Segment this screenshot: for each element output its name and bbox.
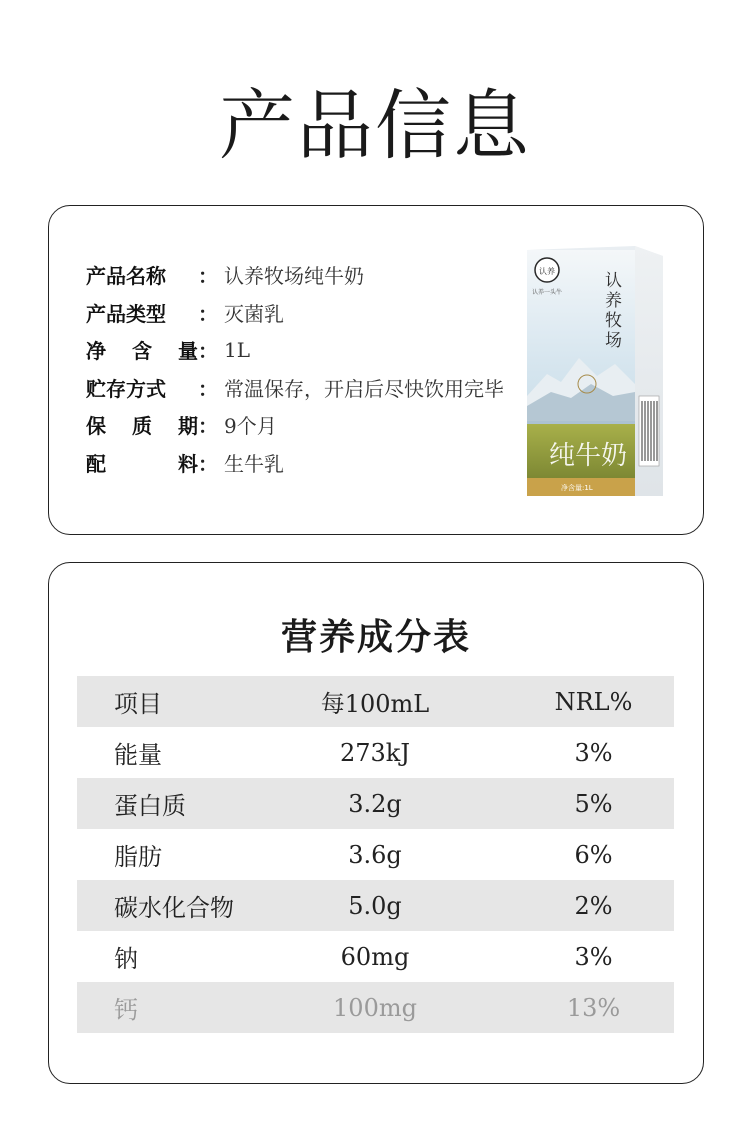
- table-row: [77, 778, 674, 829]
- header-item: 项目: [114, 690, 162, 718]
- info-label: 净 含 量: [86, 339, 198, 364]
- info-row-storage: [86, 369, 504, 407]
- info-label: 产品名称: [86, 264, 166, 289]
- nutrition-table: [77, 676, 674, 1033]
- header-nrl: NRL%: [554, 687, 633, 716]
- info-label: 配 料: [86, 451, 198, 476]
- info-value: 认养牧场纯牛奶: [224, 264, 364, 289]
- nutrient-name: 脂肪: [114, 843, 162, 871]
- info-row-ingredients: [86, 444, 504, 482]
- nutrient-amount: 100mg: [333, 993, 417, 1022]
- info-row-name: [86, 256, 504, 294]
- table-row: [77, 727, 674, 778]
- info-label: 保 质 期: [86, 414, 198, 439]
- table-row: [77, 931, 674, 982]
- nutrient-name: 钙: [114, 996, 138, 1024]
- info-row-shelf-life: [86, 406, 504, 444]
- table-row: [77, 982, 674, 1033]
- nutrient-nrl: 2%: [574, 891, 613, 920]
- nutrient-name: 碳水化合物: [114, 894, 234, 922]
- nutrient-amount: 273kJ: [340, 738, 410, 767]
- info-colon: ：: [198, 451, 218, 476]
- nutrient-nrl: 5%: [574, 789, 613, 818]
- milk-carton-image: [527, 246, 663, 496]
- nutrient-name: 钠: [114, 945, 138, 973]
- info-value: 常温保存，开启后尽快饮用完毕: [224, 376, 504, 401]
- product-info-card: [48, 205, 704, 535]
- nutrient-name: 能量: [114, 741, 162, 769]
- info-row-type: [86, 294, 504, 332]
- nutrient-amount: 60mg: [340, 942, 410, 971]
- nutrition-card: [48, 562, 704, 1084]
- product-info-list: [86, 256, 504, 481]
- info-colon: ：: [198, 414, 218, 439]
- nutrition-header-row: [77, 676, 674, 727]
- info-colon: ：: [198, 339, 218, 364]
- info-value: 生牛乳: [224, 451, 284, 476]
- info-label: 产品类型: [86, 301, 166, 326]
- nutrient-amount: 3.6g: [348, 840, 402, 869]
- nutrient-nrl: 3%: [574, 738, 613, 767]
- table-row: [77, 880, 674, 931]
- carton-brand-vertical: 认 养 牧 场: [605, 271, 622, 351]
- nutrient-amount: 3.2g: [348, 789, 402, 818]
- nutrient-name: 蛋白质: [114, 792, 186, 820]
- brand-small-text: 认养一头牛: [531, 289, 563, 296]
- info-value: 灭菌乳: [224, 301, 284, 326]
- carton-net-content: 净含量:1L: [561, 484, 593, 492]
- logo-text: 认养: [539, 267, 555, 276]
- nutrient-nrl: 13%: [566, 993, 621, 1022]
- nutrition-title: 营养成分表: [280, 617, 471, 658]
- info-row-net-content: [86, 331, 504, 369]
- nutrient-amount: 5.0g: [348, 891, 402, 920]
- page-title: 产品信息: [219, 81, 531, 170]
- carton-product-name: 纯牛奶: [549, 441, 628, 471]
- table-row: [77, 829, 674, 880]
- info-value: 1L: [224, 337, 251, 362]
- nutrient-nrl: 3%: [574, 942, 613, 971]
- info-value: 9个月: [224, 414, 277, 439]
- info-colon: ：: [198, 264, 218, 289]
- info-label: 贮存方式: [86, 376, 166, 401]
- header-per-100ml: 每100mL: [320, 690, 430, 718]
- info-colon: ：: [198, 301, 218, 326]
- nutrient-nrl: 6%: [574, 840, 613, 869]
- info-colon: ：: [198, 376, 218, 401]
